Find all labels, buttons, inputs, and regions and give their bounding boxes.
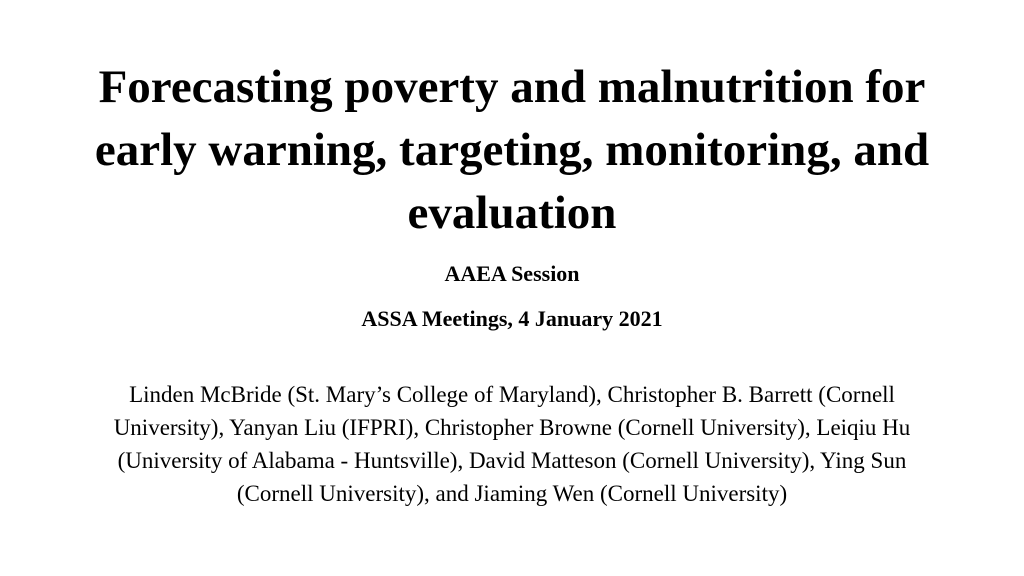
author-line: (University of Alabama - Huntsville), David Matteson (Cornell University), Ying Sun bbox=[117, 448, 907, 473]
meeting-date: ASSA Meetings, 4 January 2021 bbox=[361, 306, 663, 331]
author-line: Linden McBride (St. Mary’s College of Maryland), Christopher B. Barrett (Cornell bbox=[129, 382, 895, 407]
title-line: evaluation bbox=[407, 187, 617, 239]
title-line: Forecasting poverty and malnutrition for bbox=[98, 61, 926, 113]
presentation-title bbox=[40, 56, 984, 245]
session-name: AAEA Session bbox=[444, 261, 580, 286]
author-list bbox=[40, 378, 984, 510]
author-line: University), Yanyan Liu (IFPRI), Christopher Browne (Cornell University), Leiqiu Hu bbox=[113, 415, 911, 440]
author-line: (Cornell University), and Jiaming Wen (Cornell University) bbox=[236, 481, 788, 506]
title-line: early warning, targeting, monitoring, and bbox=[94, 124, 930, 176]
